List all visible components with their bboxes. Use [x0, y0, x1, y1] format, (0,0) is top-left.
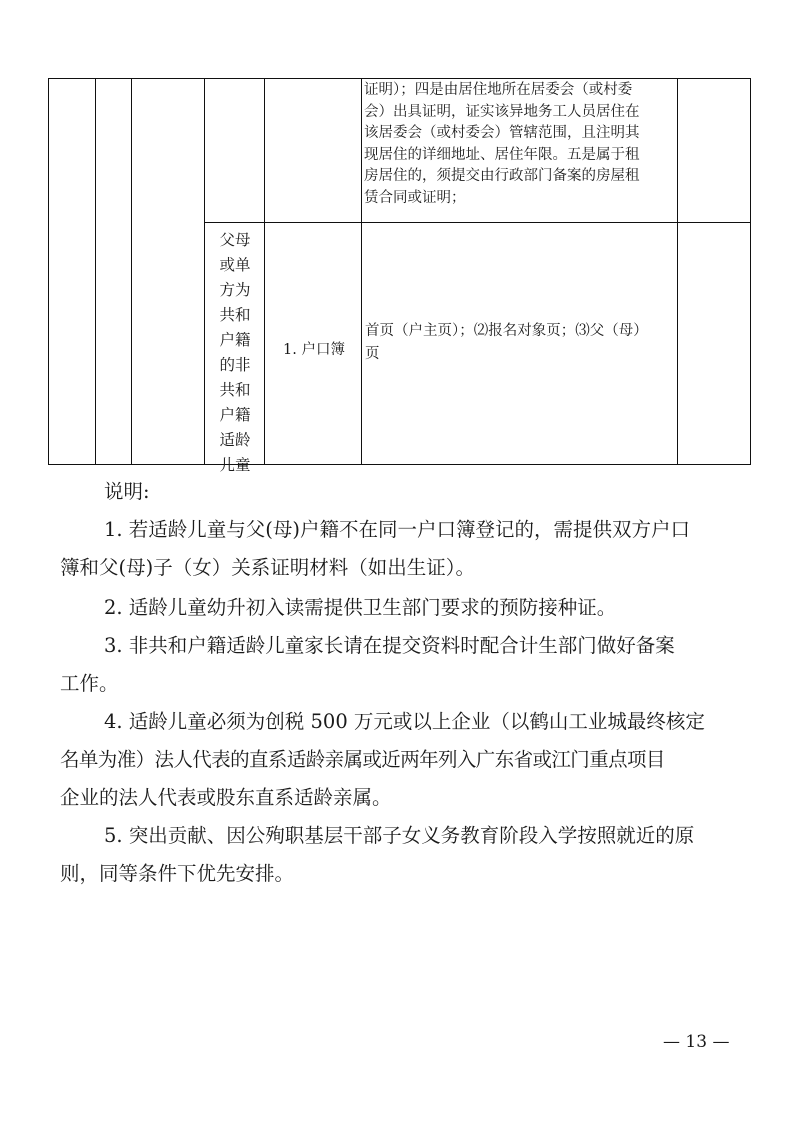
note-line: 5. 突出贡献、因公殉职基层干部子女义务教育阶段入学按照就近的原: [104, 824, 695, 847]
requirement-line: 首页（户主页）；⑵报名对象页；⑶父（母）: [365, 323, 648, 339]
note-line: 1. 若适龄儿童与父(母)户籍不在同一户口簿登记的，需提供双方户口: [104, 518, 691, 541]
category-line: 的非: [219, 356, 251, 374]
category-line: 户籍: [219, 331, 251, 349]
category-line: 适龄: [219, 431, 251, 449]
table-col-line: [95, 78, 96, 465]
note-line: 名单为准）法人代表的直系适龄亲属或近两年列入广东省或江门重点项目: [60, 748, 665, 771]
note-line: 2. 适龄儿童幼升初入读需提供卫生部门要求的预防接种证。: [104, 596, 617, 619]
table-col-line: [131, 78, 132, 465]
table-col-line: [677, 78, 678, 465]
requirement-line: 页: [365, 346, 380, 362]
row1-requirement-cell: [364, 80, 672, 210]
requirement-line: 证明）；四是由居住地所在居委会（或村委: [364, 82, 633, 98]
row2-category-cell: [209, 228, 261, 478]
category-line: 共和: [219, 381, 251, 399]
table-col-line: [361, 78, 362, 465]
row2-requirement-cell: [365, 320, 673, 366]
category-line: 户籍: [219, 406, 251, 424]
note-line: 4. 适龄儿童必须为创税 500 万元或以上企业（以鹤山工业城最终核定: [104, 710, 705, 733]
category-line: 或单: [219, 256, 251, 274]
category-line: 儿童: [219, 456, 251, 474]
page-number: — 13 —: [663, 1032, 730, 1052]
note-line: 3. 非共和户籍适龄儿童家长请在提交资料时配合计生部门做好备案: [104, 634, 675, 657]
table-border-bottom: [48, 464, 751, 465]
requirement-line: 现居住的详细地址、居住年限。五是属于租: [364, 146, 640, 163]
requirement-line: 会）出具证明，证实该异地务工人员居住在: [364, 103, 640, 120]
category-line: 共和: [219, 306, 251, 324]
requirement-line: 房居住的，须提交由行政部门备案的房屋租: [364, 168, 640, 185]
table-col-line: [264, 78, 265, 465]
table-border-top: [48, 78, 751, 79]
note-line: 簿和父(母)子（女）关系证明材料（如出生证）。: [60, 556, 475, 579]
note-line: 则，同等条件下优先安排。: [60, 862, 295, 885]
requirement-line: 赁合同或证明；: [364, 189, 466, 206]
row2-document-cell: 1. 户口簿: [283, 342, 345, 358]
note-line: 工作。: [60, 672, 119, 695]
category-line: 父母: [219, 231, 251, 249]
category-line: 方为: [219, 281, 251, 299]
table-col-line: [48, 78, 49, 465]
requirement-line: 该居委会（或村委会）管辖范围，且注明其: [364, 125, 640, 142]
note-line: 企业的法人代表或股东直系适龄亲属。: [60, 786, 392, 809]
table-row-divider: [204, 222, 751, 223]
table-col-line: [750, 78, 751, 465]
table-col-line: [204, 78, 205, 465]
notes-heading: 说明:: [104, 480, 150, 503]
